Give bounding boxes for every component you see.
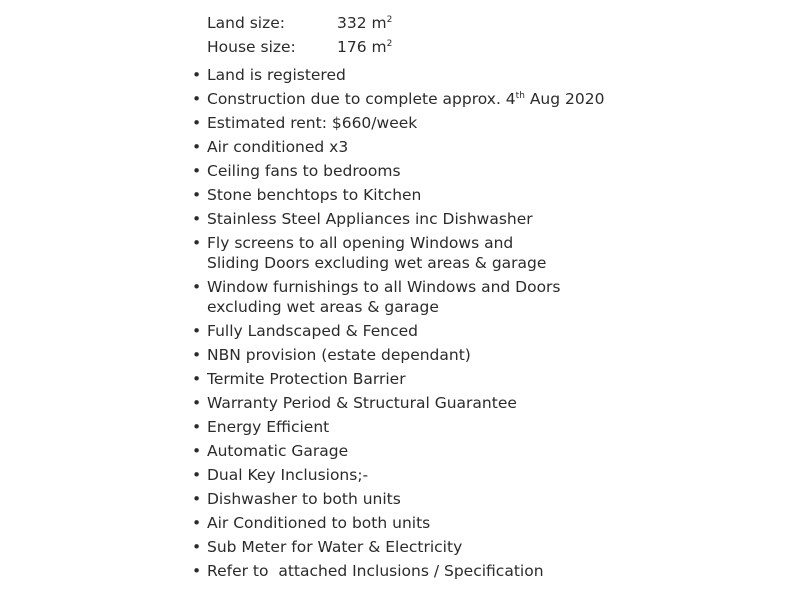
list-item-landscaped (192, 319, 604, 343)
list-item-text-line-2: excluding wet areas & garage (207, 298, 439, 316)
list-item-text: Automatic Garage (207, 442, 349, 460)
list-item-text: Energy Efficient (207, 418, 330, 436)
list-item-dishwasher-units (192, 487, 604, 511)
land-size-unit-superscript: 2 (386, 14, 393, 25)
list-item-text: Construction due to complete approx. 4 (207, 90, 516, 108)
house-size-number: 176 m (337, 38, 387, 56)
bullet-icon: • (192, 114, 202, 132)
house-size-value (337, 37, 392, 57)
list-item-text: Air Conditioned to both units (207, 514, 431, 532)
bullet-icon: • (192, 278, 202, 296)
list-item-warranty (192, 391, 604, 415)
list-item-nbn (192, 343, 604, 367)
list-item-ceiling-fans (192, 159, 604, 183)
bullet-icon: • (192, 514, 202, 532)
bullet-icon: • (192, 322, 202, 340)
bullet-icon: • (192, 90, 202, 108)
bullet-icon: • (192, 162, 202, 180)
list-item-text: Fully Landscaped & Fenced (207, 322, 418, 340)
list-item-text: Stone benchtops to Kitchen (207, 186, 422, 204)
list-item-aircon-units (192, 511, 604, 535)
bullet-icon: • (192, 346, 202, 364)
list-item-stone-benchtops (192, 183, 604, 207)
bullet-icon: • (192, 562, 202, 580)
list-item-text-date: Aug 2020 (524, 90, 605, 108)
list-item-text-line-2: Sliding Doors excluding wet areas & garage (207, 254, 547, 272)
bullet-icon: • (192, 490, 202, 508)
bullet-icon: • (192, 234, 202, 252)
features-list (192, 63, 604, 583)
list-item-text: Sub Meter for Water & Electricity (207, 538, 463, 556)
land-size-label: Land size: (207, 14, 285, 32)
list-item-text: Air conditioned x3 (207, 138, 349, 156)
list-item-appliances (192, 207, 604, 231)
bullet-icon: • (192, 418, 202, 436)
house-size-unit-superscript: 2 (386, 38, 393, 49)
list-item-text: Estimated rent: $660/week (207, 114, 418, 132)
list-item-text: Dual Key Inclusions;- (207, 466, 369, 484)
list-item-land-registered (192, 63, 604, 87)
house-size-label: House size: (207, 38, 296, 56)
list-item-air-conditioned (192, 135, 604, 159)
ordinal-superscript: th (515, 90, 525, 101)
list-item-text-line-1: Fly screens to all opening Windows and (207, 234, 514, 252)
bullet-icon: • (192, 394, 202, 412)
list-item-window-furnishings (192, 275, 604, 319)
list-item-sub-meter (192, 535, 604, 559)
list-item-text: Warranty Period & Structural Guarantee (207, 394, 517, 412)
list-item-text: Termite Protection Barrier (207, 370, 406, 388)
list-item-construction (192, 87, 604, 111)
bullet-icon: • (192, 138, 202, 156)
list-item-text: Stainless Steel Appliances inc Dishwasher (207, 210, 533, 228)
list-item-energy (192, 415, 604, 439)
list-item-text: Ceiling fans to bedrooms (207, 162, 401, 180)
list-item-text: NBN provision (estate dependant) (207, 346, 471, 364)
bullet-icon: • (192, 370, 202, 388)
list-item-refer (192, 559, 604, 583)
bullet-icon: • (192, 466, 202, 484)
list-item-text-line-1: Window furnishings to all Windows and Doors (207, 278, 561, 296)
land-size-value (337, 13, 392, 33)
bullet-icon: • (192, 210, 202, 228)
list-item-garage (192, 439, 604, 463)
list-item-termite (192, 367, 604, 391)
list-item-text: Land is registered (207, 66, 346, 84)
list-item-fly-screens (192, 231, 604, 275)
list-item-dual-key (192, 463, 604, 487)
list-item-text: Refer to attached Inclusions / Specification (207, 562, 544, 580)
land-size-number: 332 m (337, 14, 387, 32)
bullet-icon: • (192, 66, 202, 84)
list-item-text: Dishwasher to both units (207, 490, 401, 508)
bullet-icon: • (192, 442, 202, 460)
list-item-rent (192, 111, 604, 135)
bullet-icon: • (192, 186, 202, 204)
bullet-icon: • (192, 538, 202, 556)
